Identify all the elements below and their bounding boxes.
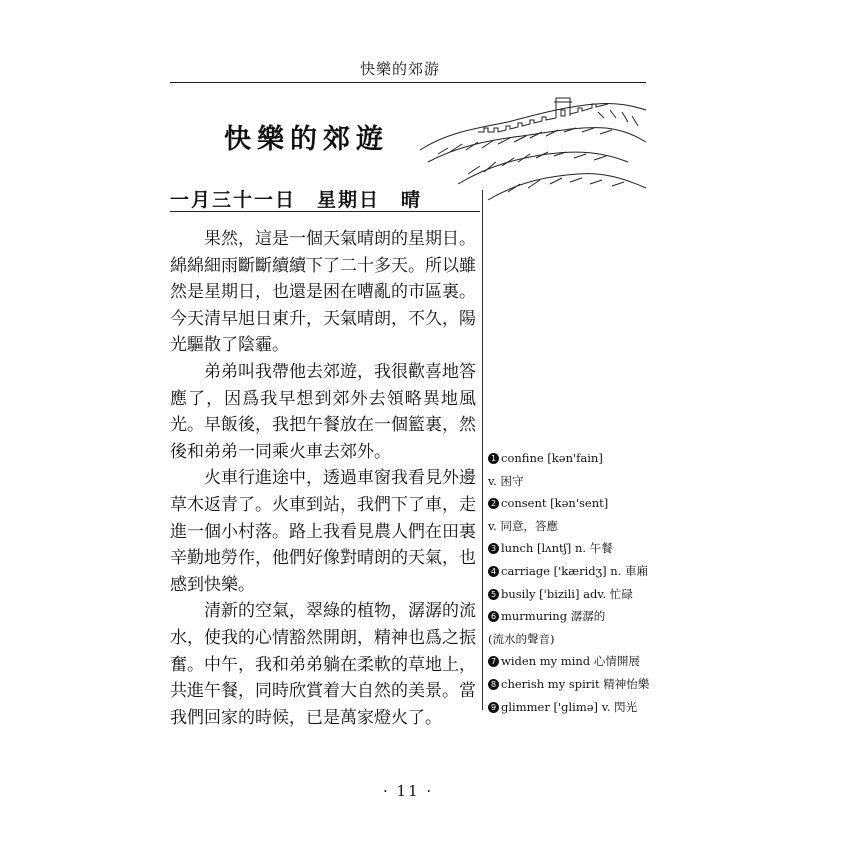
header-rule <box>170 82 646 83</box>
note-number: 3 <box>488 543 499 554</box>
note-item <box>488 650 648 673</box>
note-number: 8 <box>488 679 499 690</box>
entry-date: 一月三十一日 星期日 晴 <box>170 189 423 211</box>
note-item <box>488 492 648 515</box>
note-number: 7 <box>488 656 499 667</box>
note-subline: v. 困守 <box>488 473 524 488</box>
note-item <box>488 583 648 606</box>
page-number: · 11 · <box>383 782 434 800</box>
note-number: 2 <box>488 498 499 509</box>
note-text: murmuring 潺潺的 <box>501 609 606 624</box>
running-head: 快樂的郊游 <box>360 60 441 78</box>
note-text: busily ['bizili] adv. 忙碌 <box>501 586 633 601</box>
paragraph: 清新的空氣，翠綠的植物，潺潺的流水，使我的心情豁然開朗，精神也爲之振奮。中午，我和弟弟躺在柔軟的草地上，共進午餐，同時欣賞着大自然的美景。當我們回家的時候，已是萬家燈火了。 <box>170 601 476 728</box>
note-text: glimmer ['glimə] v. 閃光 <box>501 699 638 714</box>
great-wall-illustration <box>418 92 648 202</box>
note-number: 5 <box>488 589 499 600</box>
paragraph: 弟弟叫我帶他去郊遊，我很歡喜地答應了，因爲我早想到郊外去領略異地風光。早飯後，我把午餐放在一個籃裏，然後和弟弟一同乘火車去郊外。 <box>170 361 476 462</box>
note-number: 1 <box>488 453 499 464</box>
note-item <box>488 605 648 628</box>
note-item <box>488 673 648 696</box>
column-divider <box>482 190 483 710</box>
note-item <box>488 447 648 470</box>
note-number: 9 <box>488 702 499 713</box>
note-text: confine [kən'fain] <box>501 451 603 465</box>
note-subline: (流水的聲音) <box>488 631 555 646</box>
note-text: widen my mind 心情開展 <box>501 654 640 669</box>
note-number: 6 <box>488 611 499 622</box>
note-text: carriage ['kæridʒ] n. 車廂 <box>501 563 648 578</box>
paragraph: 火車行進途中，透過車窗我看見外邊草木返青了。火車到站，我們下了車，走進一個小村落。路上我看見農人們在田裏辛勤地勞作，他們好像對晴朗的天氣，也感到快樂。 <box>170 468 476 595</box>
note-subline: v. 同意，答應 <box>488 518 558 533</box>
note-item <box>488 560 648 583</box>
article-body <box>170 226 476 731</box>
paragraph: 果然，這是一個天氣晴朗的星期日。綿綿細雨斷斷續續下了二十多天。所以雖然是星期日，也還是困在嘈亂的市區裏。今天清早旭日東升，天氣晴朗，不久，陽光驅散了陰霾。 <box>170 229 476 356</box>
note-number: 4 <box>488 566 499 577</box>
date-rule <box>170 211 480 212</box>
note-text: lunch [lʌntʃ] n. 午餐 <box>501 541 613 556</box>
chapter-title: 快樂的郊遊 <box>224 124 389 155</box>
note-text: cherish my spirit 精神怡樂 <box>501 676 650 691</box>
vocabulary-notes <box>488 447 648 718</box>
note-text: consent [kən'sent] <box>501 496 609 511</box>
note-item <box>488 696 648 719</box>
note-item <box>488 537 648 560</box>
